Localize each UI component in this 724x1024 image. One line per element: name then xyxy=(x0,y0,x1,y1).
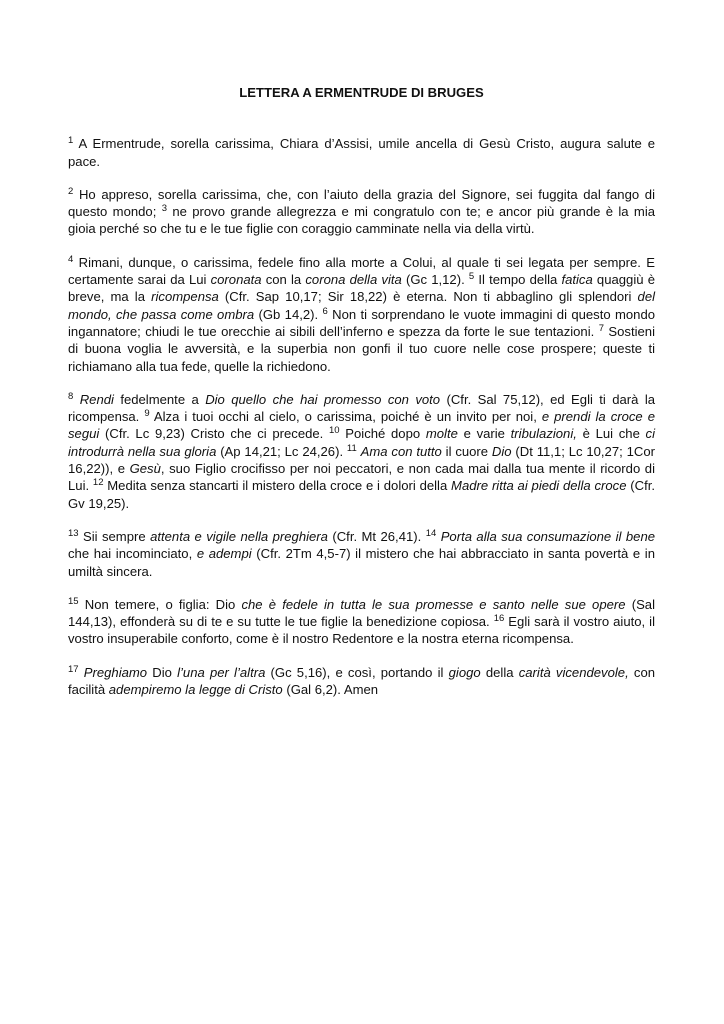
text-run: il cuore xyxy=(441,443,492,459)
verse-number: 14 xyxy=(425,527,437,539)
italic-text: Dio xyxy=(491,443,512,459)
text-run: Rimani, dunque, o carissima, fedele fino alla morte a Colui, al quale ti sei legata per sempre. E certamente sarai da Lui xyxy=(68,254,655,288)
italic-text: coronata xyxy=(210,272,262,288)
italic-text: Preghiamo xyxy=(83,664,148,680)
verse-number: 16 xyxy=(493,613,505,625)
paragraph xyxy=(68,664,655,699)
text-run: (Cfr. 2Tm 4,5-7) il mistero che hai abbracciato in santa povertà e in umiltà sincera. xyxy=(68,546,655,579)
verse-number: 2 xyxy=(68,185,74,197)
italic-text: e adempi xyxy=(196,546,252,562)
text-run: Non temere, o figlia: Dio xyxy=(78,596,242,612)
verse-number: 3 xyxy=(161,203,167,215)
text-run: e varie xyxy=(457,426,511,442)
verse-number: 5 xyxy=(468,271,475,283)
text-run: (Cfr. Sal 75,12), ed Egli ti darà la ricompensa. xyxy=(68,391,656,425)
italic-text: adempiremo la legge di Cristo xyxy=(108,682,283,698)
paragraph xyxy=(68,391,655,512)
text-run: (Gc 5,16), e così, portando il xyxy=(265,664,449,680)
text-run: (Sal 144,13), effonderà su di te e su tutte le tue figlie la benedizione copiosa. xyxy=(68,596,655,630)
italic-text: corona della vita xyxy=(305,272,402,288)
italic-text: molte xyxy=(425,426,458,442)
italic-text: Madre ritta ai piedi della croce xyxy=(451,478,627,494)
italic-text: carità vicendevole, xyxy=(518,664,629,680)
paragraph xyxy=(68,528,655,580)
text-run: Poiché dopo xyxy=(339,426,426,442)
verse-number: 15 xyxy=(68,595,79,607)
text-run: Dio xyxy=(147,664,178,680)
italic-text: fatica xyxy=(561,272,593,288)
text-run: con facilità xyxy=(68,664,656,698)
text-run: (Dt 11,1; Lc 10,27; 1Cor 16,22)), e xyxy=(68,443,655,477)
text-run: (Gb 14,2). xyxy=(254,306,323,322)
italic-text: Rendi xyxy=(79,391,114,407)
text-run: Ho appreso, sorella carissima, che, con l’aiuto della grazia del Signore, sei fuggita dal fango di questo mondo; xyxy=(68,186,655,220)
italic-text: Gesù xyxy=(129,461,161,477)
verse-number: 4 xyxy=(68,253,74,265)
verse-number: 1 xyxy=(68,135,74,147)
text-run: Alza i tuoi occhi al cielo, o carissima, poiché è un invito per noi, xyxy=(149,409,542,425)
text-run: Egli sarà il vostro aiuto, il vostro insuperabile conforto, come è il nostro Redentore e la nostra eterna ricompensa. xyxy=(68,614,655,647)
italic-text: tribulazioni, xyxy=(510,426,577,442)
text-run: Non ti sorprendano le vuote immagini di questo mondo ingannatore; chiudi le tue orecchie ai sibili dell’inferno e spezza da forte le sue tentazioni. xyxy=(68,306,656,339)
text-run: che hai incominciato, xyxy=(68,546,197,562)
document-page xyxy=(68,84,655,714)
letter-body xyxy=(68,135,655,698)
text-run: A Ermentrude, sorella carissima, Chiara d’Assisi, umile ancella di Gesù Cristo, augura salute e pace. xyxy=(68,136,655,169)
text-run: (Cfr. Sap 10,17; Sir 18,22) è eterna. Non ti abbaglino gli splendori xyxy=(218,289,638,305)
text-run: Il tempo della xyxy=(474,272,562,288)
italic-text: Porta alla sua consumazione il bene xyxy=(440,528,656,544)
italic-text: Ama con tutto xyxy=(360,443,442,459)
verse-number: 7 xyxy=(598,322,604,334)
italic-text: che è fedele in tutta le sua promesse e santo nelle sue opere xyxy=(241,596,626,612)
document-title: LETTERA A ERMENTRUDE DI BRUGES xyxy=(239,85,484,100)
paragraph xyxy=(68,186,655,238)
text-run: fedelmente a xyxy=(113,391,206,407)
italic-text: del mondo, che passa come ombra xyxy=(68,289,656,322)
italic-text: ci introdurrà nella sua gloria xyxy=(68,426,656,459)
text-run: è Lui che xyxy=(576,426,646,442)
paragraph xyxy=(68,135,655,170)
italic-text: attenta e vigile nella preghiera xyxy=(150,528,328,544)
verse-number: 6 xyxy=(322,305,328,317)
italic-text: ricompensa xyxy=(151,289,219,305)
paragraph xyxy=(68,254,655,375)
text-run: ne provo grande allegrezza e mi congratulo con te; e ancor più grande è la mia gioia perché so che tu e le tue figlie con coraggio camminate nella via della virtù. xyxy=(68,204,656,237)
text-run: Sostieni di buona voglia le avversità, e la superbia non gonfi il tuo cuore nelle cose prospere; queste ti richiamano alla tua fede, quelle la richiedono. xyxy=(68,323,655,374)
italic-text: Dio quello che hai promesso con voto xyxy=(205,391,441,407)
verse-number: 17 xyxy=(68,663,79,675)
verse-number: 12 xyxy=(92,477,104,489)
text-run: della xyxy=(480,664,519,680)
verse-number: 10 xyxy=(329,425,340,437)
text-run: , suo Figlio crocifisso per noi peccatori, e non cada mai dalla tua mente il ricordo di Lui. xyxy=(68,461,656,494)
text-run: Medita senza stancarti il mistero della croce e i dolori della xyxy=(103,478,452,494)
verse-number: 13 xyxy=(68,527,79,539)
italic-text: e prendi la croce e segui xyxy=(68,409,655,442)
verse-number: 9 xyxy=(144,408,150,420)
text-run: (Gal 6,2). Amen xyxy=(282,682,379,698)
text-run: (Ap 14,21; Lc 24,26). xyxy=(216,443,347,459)
verse-number: 8 xyxy=(68,390,74,402)
italic-text: l’una per l’altra xyxy=(177,664,266,680)
verse-number: 11 xyxy=(346,442,357,454)
text-run: Sii sempre xyxy=(78,528,151,544)
text-run: (Cfr. Gv 19,25). xyxy=(68,478,656,511)
text-run: (Gc 1,12). xyxy=(401,272,469,288)
italic-text: giogo xyxy=(448,664,481,680)
text-run: con la xyxy=(261,272,306,288)
text-run: (Cfr. Mt 26,41). xyxy=(327,528,426,544)
paragraph xyxy=(68,596,655,648)
text-run: (Cfr. Lc 9,23) Cristo che ci precede. xyxy=(99,426,330,442)
text-run: quaggiù è breve, ma la xyxy=(68,272,655,305)
